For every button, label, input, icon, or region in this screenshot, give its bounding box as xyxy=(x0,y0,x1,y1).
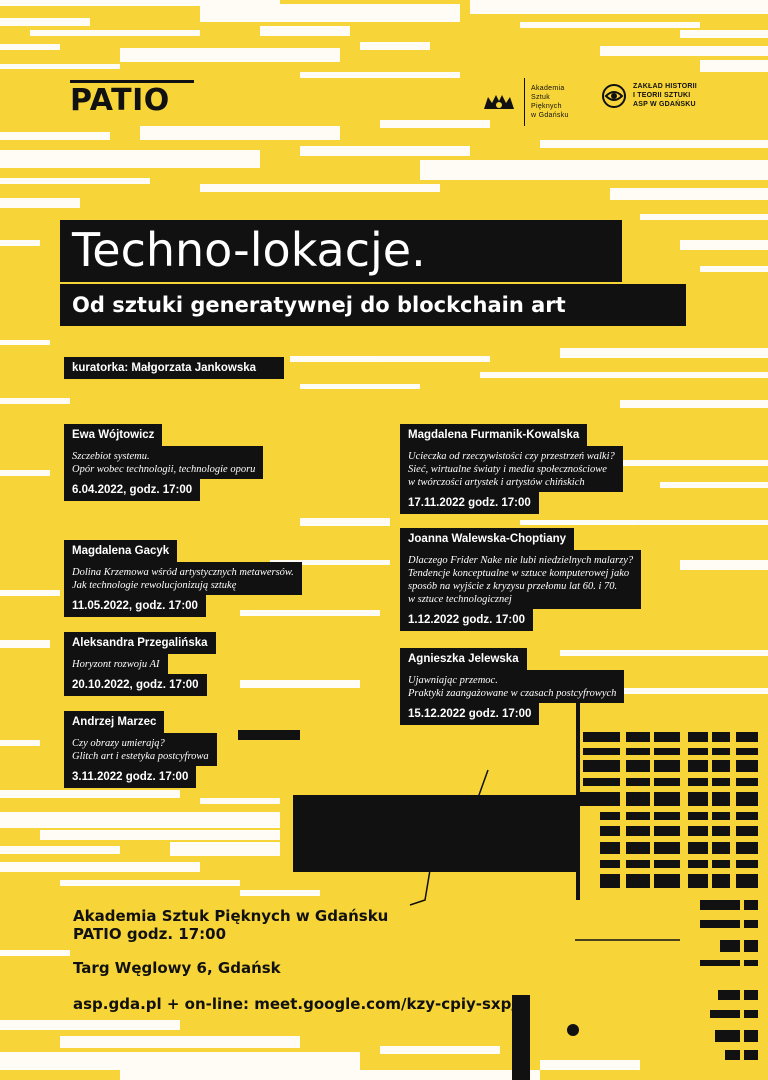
page-subtitle: Od sztuki generatywnej do blockchain art xyxy=(60,284,686,326)
event-description xyxy=(400,670,624,703)
asp-logo-divider xyxy=(524,78,525,126)
curator-label: kuratorka: Małgorzata Jankowska xyxy=(64,357,284,379)
event-date: 3.11.2022 godz. 17:00 xyxy=(64,766,196,788)
event-speaker: Aleksandra Przegalińska xyxy=(64,632,216,654)
event-item xyxy=(64,632,216,696)
event-description xyxy=(64,733,217,766)
patio-logo xyxy=(70,80,194,118)
event-description-line: w twórczości artystek i artystów chińskich xyxy=(408,477,585,488)
event-description-line: Praktyki zaangażowane w czasach postcyfrowych xyxy=(408,688,617,699)
asp-crest-icon xyxy=(482,91,516,113)
zaklad-logo-line: ZAKŁAD HISTORII xyxy=(633,83,697,90)
zaklad-logo-name xyxy=(633,82,697,109)
event-description-line: w sztuce technologicznej xyxy=(408,594,512,605)
zaklad-logo-line: I TEORII SZTUKI xyxy=(633,92,691,99)
event-date: 1.12.2022 godz. 17:00 xyxy=(400,609,533,631)
footer-venue: Akademia Sztuk Pięknych w Gdańsku xyxy=(73,907,389,925)
asp-logo-line: Pięknych xyxy=(531,103,562,110)
event-description xyxy=(64,446,263,479)
event-description-line: Tendencje konceptualne w sztuce komputerowej jako xyxy=(408,568,630,579)
event-item xyxy=(64,424,263,501)
page-title: Techno-lokacje. xyxy=(60,220,622,282)
event-description-line: Horyzont rozwoju AI xyxy=(72,659,160,670)
footer-online-link[interactable]: asp.gda.pl + on-line: meet.google.com/kzy-cpiy-sxp/ xyxy=(73,995,517,1013)
footer-time: PATIO godz. 17:00 xyxy=(73,925,227,943)
event-description-line: Opór wobec technologii, technologie oporu xyxy=(72,464,256,475)
event-item xyxy=(400,648,624,725)
event-speaker: Magdalena Gacyk xyxy=(64,540,177,562)
event-speaker: Joanna Walewska-Choptiany xyxy=(400,528,574,550)
asp-logo-line: w Gdańsku xyxy=(531,112,569,119)
footer-address: Targ Węglowy 6, Gdańsk xyxy=(73,959,281,977)
event-speaker: Ewa Wójtowicz xyxy=(64,424,162,446)
event-description-line: Szczebiot systemu. xyxy=(72,451,150,462)
event-speaker: Agnieszka Jelewska xyxy=(400,648,527,670)
event-item xyxy=(64,711,217,788)
event-description-line: Glitch art i estetyka postcyfrowa xyxy=(72,751,209,762)
event-description xyxy=(64,562,302,595)
event-date: 20.10.2022, godz. 17:00 xyxy=(64,674,207,696)
patio-logo-text: PATIO xyxy=(70,83,170,118)
event-description-line: Dlaczego Frider Nake nie lubi niedzielnych malarzy? xyxy=(408,555,634,566)
event-speaker: Magdalena Furmanik-Kowalska xyxy=(400,424,587,446)
event-description-line: Sieć, wirtualne światy i media społecznościowe xyxy=(408,464,607,475)
asp-logo xyxy=(482,80,569,124)
event-date: 6.04.2022, godz. 17:00 xyxy=(64,479,200,501)
event-description xyxy=(400,550,641,609)
event-item xyxy=(400,424,623,514)
event-date: 11.05.2022, godz. 17:00 xyxy=(64,595,206,617)
asp-logo-line: Akademia xyxy=(531,85,565,92)
event-description-line: Dolina Krzemowa wśród artystycznych metawersów. xyxy=(72,567,294,578)
event-description-line: Jak technologie rewolucjonizują sztukę xyxy=(72,580,237,591)
event-description-line: Czy obrazy umierają? xyxy=(72,738,165,749)
event-description-line: sposób na wyjście z kryzysu przełomu lat 60. i 70. xyxy=(408,581,618,592)
event-description-line: Ujawniając przemoc. xyxy=(408,675,498,686)
event-description xyxy=(400,446,623,492)
event-description xyxy=(64,654,168,674)
asp-logo-line: Sztuk xyxy=(531,94,551,101)
zaklad-logo xyxy=(601,82,697,109)
event-date: 15.12.2022 godz. 17:00 xyxy=(400,703,539,725)
event-description-line: Ucieczka od rzeczywistości czy przestrzeń walki? xyxy=(408,451,615,462)
event-item xyxy=(64,540,302,617)
zaklad-logo-line: ASP W GDAŃSKU xyxy=(633,101,696,108)
asp-logo-name xyxy=(531,84,569,120)
eye-icon xyxy=(601,83,627,109)
event-date: 17.11.2022 godz. 17:00 xyxy=(400,492,539,514)
event-speaker: Andrzej Marzec xyxy=(64,711,164,733)
event-item xyxy=(400,528,641,631)
